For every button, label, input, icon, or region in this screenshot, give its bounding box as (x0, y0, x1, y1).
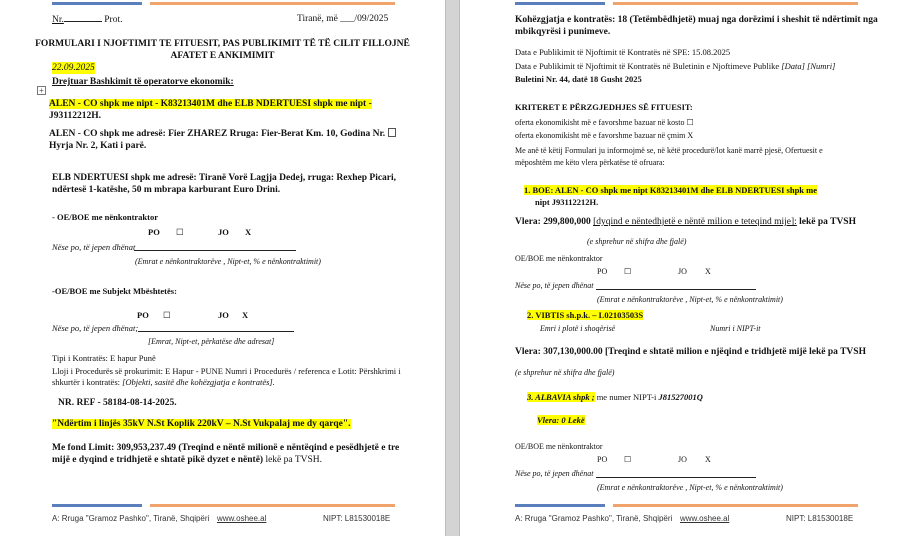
procedure-line-1: Lloji i Procedurës së prokurimit: E Hapur - PUNE Numri i Procedurës / referenca e Lotit: Përshkrimi i (52, 366, 401, 376)
budget-line-1: Me fond Limit: 309,953,237.49 (Treqind e nëntë milionë e nëntëqind e pesëdhjetë e tre (52, 443, 400, 453)
criteria-cost: oferta ekonomikisht më e favorshme bazuar në kosto ☐ (515, 118, 694, 127)
option-jo-3: JO (678, 267, 687, 276)
form-heading-line1: FORMULARI I NJOFTIMIT TE FITUESIT, PAS PUBLIKIMIT TË TË CILIT FILLOJNË (35, 39, 410, 49)
bidder-3-sub-blank (596, 477, 756, 478)
checkbox-icon-4[interactable]: ☐ (624, 455, 632, 464)
bidder-1-line-1: 1. BOE: ALEN - CO shpk me nipt K83213401M dhe ELB NDERTUESI shpk me (524, 185, 818, 195)
criteria-price: oferta ekonomikisht më e favorshme bazuar në çmim X (515, 131, 694, 140)
option-jo-4: JO (678, 455, 687, 464)
procedure-line-2: shkurtër i kontratës: [Objekti, sasitë dhe kohëzgjatja e kontratës]. (52, 377, 275, 387)
footer-address: A: Rruga "Gramoz Pashko", Tiranë, Shqipëri (52, 514, 210, 523)
page-gap (445, 0, 460, 536)
support-caption: [Emrat, Nipt-et, përkatëse dhe adresat] (148, 337, 275, 346)
option-x-3: X (705, 267, 711, 276)
bidder-3-sub-caption: (Emrat e nënkontraktorëve , Nipt-et, % e nënkontraktimit) (597, 483, 783, 492)
footer-bar-orange (150, 504, 395, 507)
duration-line-1: Kohëzgjatja e kontratës: 18 (Tetëmbëdhjetë) muaj nga dorëzimi i sheshit të ndërtimit nga (515, 15, 878, 25)
criteria-title: KRITERET E PËRZGJEDHJES SË FITUESIT: (515, 102, 693, 112)
footer-website-link-2[interactable]: www.oshee.al (680, 514, 730, 523)
subcontractor-details-label: Nëse po, të jepen dhënat (52, 242, 136, 252)
form-date: 22.09.2025 (52, 63, 95, 73)
option-x-2: X (242, 310, 249, 320)
option-jo-2: JO (218, 310, 229, 320)
bidder-1-value-caption: (e shprehur në shifra dhe fjalë) (587, 237, 687, 246)
info-line-2: mëposhtëm me këto vlera përkatëse të ofruara: (515, 158, 665, 167)
support-entity-title: -OE/BOE me Subjekt Mbështetës: (52, 286, 177, 296)
spe-publication-date: Data e Publikimit të Njoftimit të Kontratës në SPE: 15.08.2025 (515, 47, 731, 57)
bidder-2-value-caption: (e shprehur në shifra dhe fjalë) (515, 368, 615, 377)
footer-bar-blue (52, 504, 142, 507)
subcontractor-caption: (Emrat e nënkontraktorëve , Nipt-et, % e nënkontraktimit) (135, 257, 321, 266)
address-alen-line-1: ALEN - CO shpk me adresë: Fier ZHAREZ Rruga: Fier-Berat Km. 10, Godina Nr. (49, 128, 396, 140)
bidder-1-sub-blank (596, 289, 756, 290)
table-move-handle-icon[interactable]: + (37, 86, 46, 95)
bidder-3-sub-details-label: Nëse po, të jepen dhënat (515, 469, 594, 478)
bidder-3-value: Vlera: 0 Lekë (537, 415, 585, 425)
budget-line-2: mijë e dyqind e tridhjetë e shtatë pikë dyzet e nëntë) lekë pa TVSH. (52, 455, 323, 465)
bidder-1-sub-details-label: Nëse po, të jepen dhënat (515, 281, 594, 290)
reference-number: NR. REF - 58184-08-14-2025. (58, 398, 177, 408)
document-page-2 (460, 0, 900, 536)
protocol-number: Nr. Prot. (52, 15, 123, 25)
bidder-1-value: Vlera: 299,800,000 [dyqind e nëntedhjetë e nëntë milion e teteqind mije]: lekë pa TVSH (515, 217, 856, 227)
winner-line-2: J93112212H. (49, 111, 101, 121)
header-bar-blue-2 (515, 2, 605, 5)
bidder-2-value: Vlera: 307,130,000.00 [Treqind e shtatë milion e njëqind e tridhjetë mijë lekë pa TVSH (515, 347, 866, 357)
option-po-2: PO (137, 310, 149, 320)
footer-nipt: NIPT: L81530018E (323, 514, 391, 523)
option-x-4: X (705, 455, 711, 464)
subcontractor-title: - OE/BOE me nënkontraktor (52, 212, 159, 222)
bidder-3-subcontractor-title: OE/BOE me nënkontraktor (515, 442, 603, 451)
nipt-caption: Numri i NIPT-it (710, 324, 761, 333)
bidder-1-subcontractor-title: OE/BOE me nënkontraktor (515, 254, 603, 263)
info-line-1: Me anë të këtij Formulari ju informojmë se, në këtë procedurë/lot kanë marrë pjesë, Ofertuesit e (515, 146, 823, 155)
form-heading-line2: AFATET E ANKIMIMIT (170, 51, 275, 61)
bidder-1-line-2: nipt J93112212H. (535, 197, 599, 207)
checkbox-icon[interactable]: ☐ (176, 227, 184, 237)
address-elb-line-2: ndërtesë 1-katëshe, 50 m mbrapa karburant Euro Drini. (52, 185, 281, 195)
addressee-label: Drejtuar Bashkimit të operatorve ekonomik: (52, 77, 234, 87)
subcontractor-blank (134, 250, 296, 251)
option-po-3: PO (597, 267, 608, 276)
option-po-4: PO (597, 455, 608, 464)
bidder-2: 2. VIBTIS sh.p.k. – L02103503S (527, 310, 644, 320)
address-alen-line-2: Hyrja Nr. 2, Kati i parë. (49, 141, 147, 151)
footer-nipt-2: NIPT: L81530018E (786, 514, 854, 523)
contract-object: "Ndërtim i linjës 35kV N.St Koplik 220kV – N.St Vukpalaj me dy qarqe". (52, 419, 351, 429)
checkbox-icon-3[interactable]: ☐ (624, 267, 632, 276)
checkbox-icon-2[interactable]: ☐ (163, 310, 171, 320)
footer-bar-blue-2 (515, 504, 605, 507)
footer-address-2: A: Rruga "Gramoz Pashko", Tiranë, Shqipëri (515, 514, 673, 523)
duration-line-2: mbikqyrësi i punimeve. (515, 27, 611, 37)
header-bar-orange (150, 2, 395, 5)
footer-bar-orange-2 (613, 504, 858, 507)
document-page-1 (0, 0, 445, 536)
support-details-label: Nëse po, të jepen dhënat; (52, 323, 139, 333)
winner-line-1: ALEN - CO shpk me nipt - K83213401M dhe ELB NDERTUESI shpk me nipt - (49, 99, 372, 109)
option-jo: JO (218, 227, 229, 237)
header-bar-orange-2 (613, 2, 858, 5)
bidder-1-sub-caption: (Emrat e nënkontraktorëve , Nipt-et, % e nënkontraktimit) (597, 295, 783, 304)
place-date: Tiranë, më ___/09/2025 (297, 14, 389, 24)
header-bar-blue (52, 2, 142, 5)
contract-type: Tipi i Kontratës: E hapur Punë (52, 353, 156, 363)
company-name-caption: Emri i plotë i shoqërisë (540, 324, 616, 333)
option-po: PO (148, 227, 160, 237)
footer-website-link[interactable]: www.oshee.al (217, 514, 267, 523)
support-blank (138, 331, 294, 332)
address-elb-line-1: ELB NDERTUESI shpk me adresë: Tiranë Vorë Lagjja Dedej, rruga: Rexhep Picari, (52, 173, 397, 183)
bidder-3: 3. ALBAVIA shpk ; me numer NIPT-i J81527001Q (527, 392, 703, 402)
option-x: X (245, 227, 252, 237)
comment-box-icon[interactable] (388, 128, 396, 137)
bulletin-number: Buletini Nr. 44, datë 18 Gusht 2025 (515, 74, 642, 84)
bulletin-publication: Data e Publikimit të Njoftimit të Kontratës në Buletinin e Njoftimeve Publike [Data] [Numri] (515, 61, 836, 71)
